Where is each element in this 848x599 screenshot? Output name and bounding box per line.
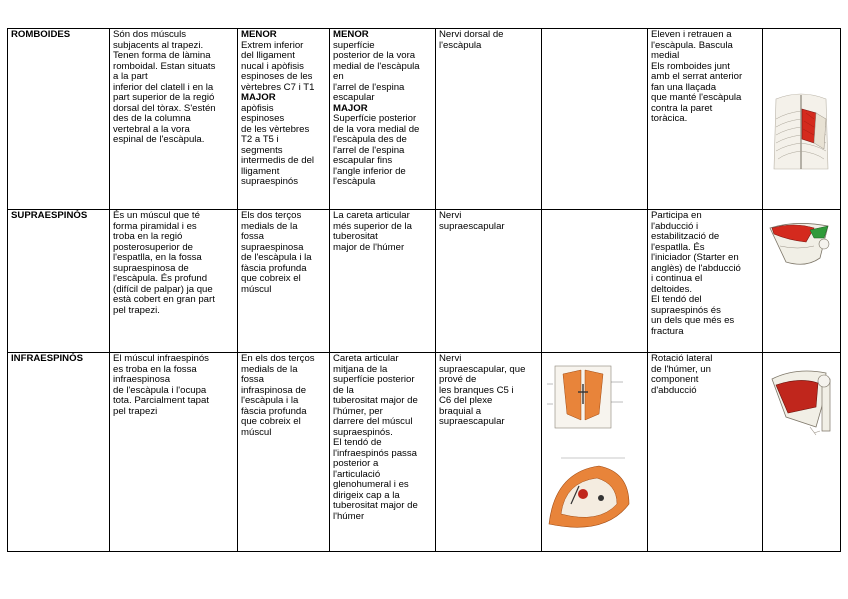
origin-cell-line: fossa <box>241 231 264 242</box>
origin-cell-line: fàscia profunda <box>241 405 307 417</box>
description-cell-line: El múscul infraespinós <box>113 353 209 364</box>
action-cell-line: de l'húmer, un <box>651 363 711 375</box>
insertion-cell-line: tuberositat major de <box>333 395 418 406</box>
insertion-cell-line: Superfície posterior <box>333 113 417 124</box>
insertion-cell-line: superfície posterior <box>333 374 415 385</box>
description-cell-line: forma piramidal i es <box>113 220 197 232</box>
insertion-cell-line: MAJOR <box>333 102 368 114</box>
origin-cell-line: de les vèrtebres <box>241 123 310 135</box>
origin-cell-line: intermedis de del <box>241 155 315 166</box>
action-cell <box>648 353 763 552</box>
insertion-cell-line: de la <box>333 384 354 396</box>
innervation-cell-line: Nervi <box>439 353 462 364</box>
innervation-cell <box>436 210 542 353</box>
description-cell-line: subjacents al trapezi. <box>113 39 204 51</box>
description-cell-line: espinal de l'escàpula. <box>113 134 205 145</box>
insertion-cell-line: l'infraespinós passa <box>333 447 417 459</box>
origin-cell-line: supraespinós <box>241 176 299 187</box>
action-cell-line: estabilització de <box>651 231 720 242</box>
insertion-cell-line: tuberositat <box>333 231 378 242</box>
action-cell-line: contra la paret <box>651 102 713 114</box>
description-cell-line: És un múscul que té <box>113 210 200 221</box>
origin-cell-line: Els dos terços <box>241 210 302 221</box>
action-cell-line: fan una llaçada <box>651 81 717 93</box>
insertion-cell <box>330 29 436 210</box>
illustration-cell <box>763 210 841 353</box>
origin-cell-line: medials de la <box>241 363 298 375</box>
innervation-cell-line: Nervi <box>439 210 462 221</box>
insertion-cell-line: Careta articular <box>333 353 399 364</box>
innervation-cell <box>436 353 542 552</box>
action-cell-line: que manté l'escàpula <box>651 92 742 103</box>
diagram-cell <box>542 353 648 552</box>
origin-cell <box>238 29 330 210</box>
description-cell <box>110 353 238 552</box>
origin-cell <box>238 353 330 552</box>
insertion-cell-line: major de l'húmer <box>333 241 405 253</box>
table-row <box>8 210 841 353</box>
origin-cell-line: lligament <box>241 165 280 177</box>
description-cell-line: supraespinosa de <box>113 262 189 274</box>
origin-cell <box>238 210 330 353</box>
table-row <box>8 353 841 552</box>
description-cell-line: pel trapezi. <box>113 304 160 316</box>
action-cell <box>648 210 763 353</box>
action-cell-line: Els romboides junt <box>651 60 730 72</box>
action-cell-line: supraespinós és <box>651 304 721 316</box>
insertion-cell-line: mitjana de la <box>333 363 388 375</box>
rhomboid-back-illustration <box>766 89 836 173</box>
origin-cell-line: l'escàpula i la <box>241 395 299 406</box>
origin-cell-line: de l'escàpula i la <box>241 252 312 263</box>
insertion-cell-line: de la vora medial de <box>333 123 420 135</box>
insertion-cell-line: MENOR <box>333 29 369 40</box>
insertion-cell-line: darrere del múscul <box>333 416 413 427</box>
insertion-cell-line: escapular fins <box>333 155 393 166</box>
action-cell-line: deltoides. <box>651 283 693 295</box>
action-cell-line: l'iniciador (Starter en <box>651 252 739 263</box>
action-cell-line: El tendó del <box>651 294 702 305</box>
insertion-cell <box>330 353 436 552</box>
insertion-cell-line: l'escàpula <box>333 176 376 187</box>
description-cell-line: (difícil de palpar) ja que <box>113 283 213 295</box>
innervation-cell-line: prové de <box>439 374 477 385</box>
action-cell <box>648 29 763 210</box>
diagram-cell <box>542 210 648 353</box>
origin-cell-line: del lligament <box>241 50 295 61</box>
insertion-cell-line: més superior de la <box>333 220 412 232</box>
description-cell-line: des de la columna <box>113 113 191 124</box>
insertion-cell-line: en <box>333 71 344 82</box>
origin-cell-line: segments <box>241 144 283 156</box>
description-cell-line: l'espatlla, en la fossa <box>113 252 202 263</box>
diagram-cell <box>542 29 648 210</box>
innervation-cell-line: les branques C5 i <box>439 384 514 396</box>
insertion-cell-line: l'húmer <box>333 510 365 522</box>
description-cell-line: tota. Parcialment tapat <box>113 395 209 406</box>
muscle-name: SUPRAESPINÓS <box>8 210 110 353</box>
description-cell-line: posterosuperior de <box>113 241 193 253</box>
origin-cell-line: Extrem inferior <box>241 39 304 51</box>
description-cell-line: dorsal del tòrax. S'estén <box>113 102 216 114</box>
description-cell-line: l'escàpula. És profund <box>113 273 208 284</box>
muscle-name: INFRAESPINÓS <box>8 353 110 552</box>
illustration-cell <box>763 29 841 210</box>
description-cell <box>110 29 238 210</box>
insertion-cell-line: El tendó de <box>333 437 382 448</box>
description-cell-line: a la part <box>113 71 148 82</box>
action-cell-line: Eleven i retrauen a <box>651 29 732 40</box>
origin-cell-line: espinoses <box>241 113 285 124</box>
action-cell-line: i continua el <box>651 273 703 284</box>
action-cell-line: anglès) de l'abducció <box>651 262 741 274</box>
insertion-cell-line: l'angle inferior de <box>333 165 406 177</box>
description-cell <box>110 210 238 353</box>
innervation-cell-line: C6 del plexe <box>439 395 493 406</box>
action-cell-line: medial <box>651 50 680 61</box>
description-cell-line: troba en la regió <box>113 231 183 242</box>
insertion-cell-line: supraespinós. <box>333 426 393 438</box>
insertion-cell-line: l'arrel de l'espina <box>333 144 405 156</box>
description-cell-line: Tenen forma de làmina <box>113 50 211 61</box>
insertion-cell-line: superfície <box>333 39 375 51</box>
origin-cell-line: MENOR <box>241 29 277 40</box>
action-cell-line: toràcica. <box>651 113 688 124</box>
insertion-cell-line: posterior a <box>333 458 379 469</box>
innervation-cell-line: Nervi dorsal de <box>439 29 504 40</box>
table-row <box>8 29 841 210</box>
action-cell-line: d'abducció <box>651 384 697 396</box>
action-cell-line: Rotació lateral <box>651 353 713 364</box>
description-cell-line: infraespinosa <box>113 374 171 385</box>
action-cell-line: amb el serrat anterior <box>651 71 743 82</box>
origin-cell-line: que cobreix el <box>241 416 301 427</box>
insertion-cell-line: posterior de la vora <box>333 50 416 61</box>
insertion-cell-line: tuberositat major de <box>333 500 418 511</box>
description-cell-line: està cobert en gran part <box>113 294 215 305</box>
insertion-cell-line: escapular <box>333 92 375 103</box>
origin-cell-line: espinoses de les <box>241 71 313 82</box>
description-cell-line: vertebral a la vora <box>113 123 190 135</box>
action-cell-line: un dels que més es <box>651 315 735 326</box>
insertion-cell-line: l'escàpula des de <box>333 134 407 145</box>
insertion-cell-line: l'articulació <box>333 468 381 480</box>
innervation-cell <box>436 29 542 210</box>
muscle-name: ROMBOIDES <box>8 29 110 210</box>
action-cell-line: fractura <box>651 325 684 337</box>
supraspinatus-scapula-illustration <box>766 216 836 272</box>
innervation-cell-line: braquial a <box>439 405 482 417</box>
description-cell-line: pel trapezi <box>113 405 158 417</box>
origin-cell-line: que cobreix el <box>241 273 301 284</box>
origin-cell-line: T2 a T5 i <box>241 134 279 145</box>
insertion-cell-line: glenohumeral i es <box>333 479 409 490</box>
description-cell-line: Són dos músculs <box>113 29 187 40</box>
origin-cell-line: múscul <box>241 426 272 438</box>
description-cell-line: part superior de la regió <box>113 92 215 103</box>
origin-cell-line: fàscia profunda <box>241 262 307 274</box>
origin-cell-line: fossa <box>241 374 264 385</box>
muscle-table <box>7 28 841 552</box>
origin-cell-line: supraespinosa <box>241 241 304 253</box>
origin-cell-line: nucal i apòfisis <box>241 60 304 72</box>
origin-cell-line: vèrtebres C7 i T1 <box>241 81 315 93</box>
infraspinatus-shoulder-illustration <box>766 365 836 441</box>
insertion-cell <box>330 210 436 353</box>
origin-cell-line: En els dos terços <box>241 353 315 364</box>
action-cell-line: component <box>651 374 699 385</box>
description-cell-line: de l'escàpula i l'ocupa <box>113 384 207 396</box>
innervation-cell-line: supraescapular <box>439 220 505 232</box>
insertion-cell-line: medial de l'escàpula <box>333 60 420 72</box>
action-cell-line: l'escàpula. Bascula <box>651 39 733 51</box>
illustration-cell <box>763 353 841 552</box>
origin-cell-line: MAJOR <box>241 92 276 103</box>
insertion-cell-line: l'húmer, per <box>333 405 383 417</box>
action-cell-line: l'espatlla. És <box>651 241 705 253</box>
innervation-cell-line: supraescapular, que <box>439 363 526 375</box>
insertion-cell-line: l'arrel de l'espina <box>333 81 405 93</box>
origin-cell-line: infraspinosa de <box>241 384 307 396</box>
description-cell-line: romboidal. Estan situats <box>113 60 216 72</box>
infraspinatus-diagrams <box>545 354 645 544</box>
action-cell-line: Participa en <box>651 210 702 221</box>
origin-cell-line: múscul <box>241 283 272 295</box>
action-cell-line: l'abducció i <box>651 220 699 232</box>
description-cell-line: es troba en la fossa <box>113 363 197 375</box>
innervation-cell-line: supraescapular <box>439 416 505 427</box>
origin-cell-line: medials de la <box>241 220 298 232</box>
insertion-cell-line: La careta articular <box>333 210 410 221</box>
insertion-cell-line: dirigeix cap a la <box>333 489 400 501</box>
description-cell-line: inferior del clatell i en la <box>113 81 214 93</box>
origin-cell-line: apòfisis <box>241 102 274 114</box>
innervation-cell-line: l'escàpula <box>439 39 482 51</box>
